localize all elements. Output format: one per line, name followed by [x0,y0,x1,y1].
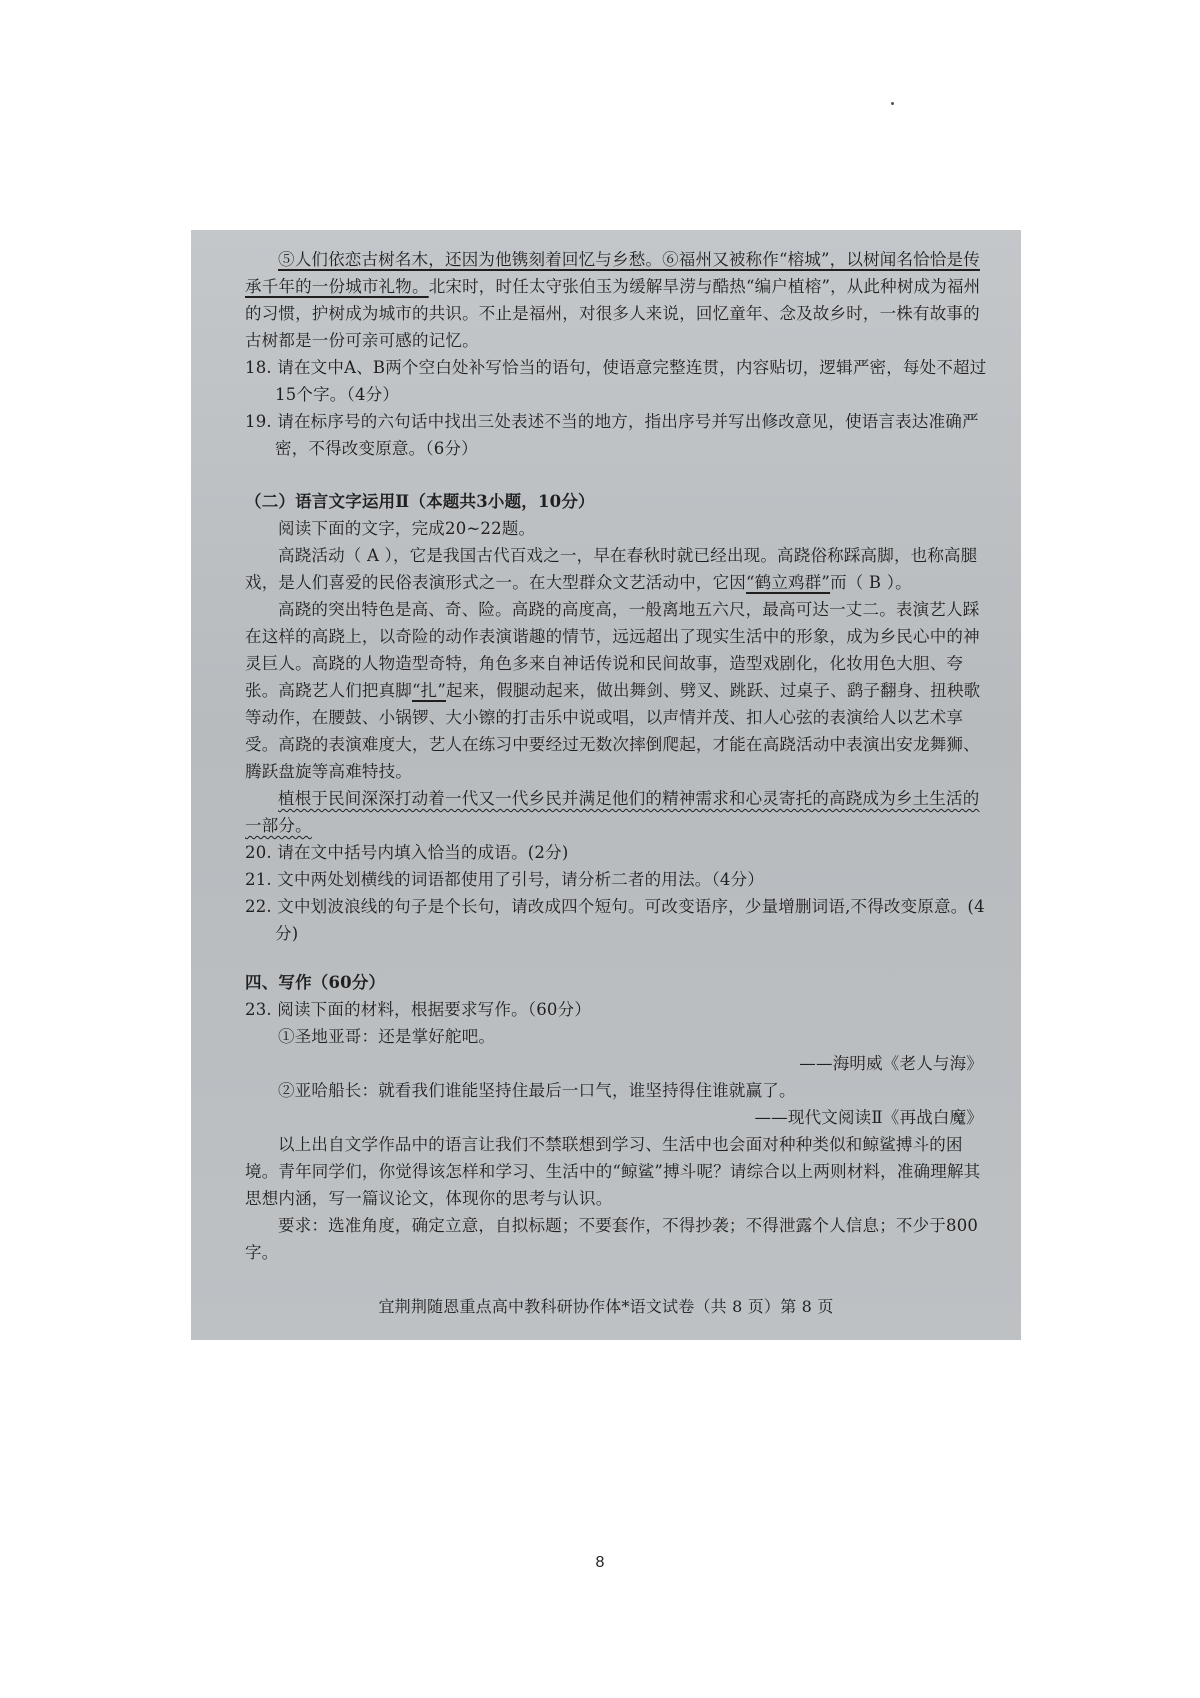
question-23: 23. 阅读下面的材料，根据要求写作。（60分） [245,1000,592,1019]
quote-2: ②亚哈船长：就看我们谁能坚持住最后一口气，谁坚持得住谁就赢了。 [278,1081,796,1100]
stilts-paragraph-1: 高跷活动（ A ），它是我国古代百戏之一，早在春秋时就已经出现。高跷俗称踩高脚，也称高腿戏，是人们喜爱的民俗表演形式之一。在大型群众文艺活动中，它因“鹤立鸡群”而（ B ）。 [245,546,978,592]
question-22: 22. 文中划波浪线的句子是个长句，请改成四个短句。可改变语序，少量增删词语,不得改变原意。(4分) [245,897,985,943]
quote-2-source: ——现代文阅读Ⅱ《再战白魔》 [754,1108,983,1127]
intro-paragraph [245,246,987,354]
stilts-paragraph-3 [245,785,987,839]
underlined-phrase-1: “鹤立鸡群” [746,573,831,592]
scan-speck [891,102,894,105]
scanned-exam-page [191,230,1021,1340]
exam-footer: 宜荆荆随恩重点高中教科研协作体*语文试卷（共 8 页）第 8 页 [378,1297,834,1316]
quote-1: ①圣地亚哥：还是掌好舵吧。 [278,1027,496,1046]
quote-1-source: ——海明威《老人与海》 [799,1054,983,1073]
section-2-title: （二）语言文字运用Ⅱ（本题共3小题，10分） [245,492,595,511]
question-20: 20. 请在文中括号内填入恰当的成语。(2分) [245,843,569,862]
underlined-phrase-2: “扎” [412,681,446,700]
essay-requirements: 要求：选准角度，确定立意，自拟标题；不要套作，不得抄袭；不得泄露个人信息；不少于800字。 [245,1216,979,1262]
question-18: 18. 请在文中A、B两个空白处补写恰当的语句，使语意完整连贯，内容贴切，逻辑严密，每处不超过15个字。（4分） [245,358,987,404]
section-4-title: 四、写作（60分） [245,973,386,992]
sentence-6: ⑥福州又被称作“榕城”，以树闻名恰恰是传承千年的一份城市礼物。 [245,250,980,296]
wavy-sentence: 植根于民间深深打动着一代又一代乡民并满足他们的精神需求和心灵寄托的高跷成为乡土生活的一部分。 [245,789,980,835]
page-number: 8 [595,1554,605,1571]
question-19: 19. 请在标序号的六句话中找出三处表述不当的地方，指出序号并写出修改意见，使语言表达准确严密，不得改变原意。（6分） [245,412,979,458]
question-21: 21. 文中两处划横线的词语都使用了引号，请分析二者的用法。（4分） [245,870,765,889]
sentence-5: ⑤人们依恋古树名木，还因为他镌刻着回忆与乡愁。 [278,250,663,269]
intro-rest: 北宋时，时任太守张伯玉为缓解旱涝与酷热“编户植榕”，从此种树成为福州的习惯，护树成为城市的共识。不止是福州，对很多人来说，回忆童年、念及故乡时，一株有故事的古树都是一份可亲可感的记忆。 [245,277,981,350]
essay-prompt: 以上出自文学作品中的语言让我们不禁联想到学习、生活中也会面对种种类似和鲸鲨搏斗的困境。青年同学们，你觉得该怎样和学习、生活中的“鲸鲨”搏斗呢？请综合以上两则材料，准确理解其思想内涵，写一篇议论文，体现你的思考与认识。 [245,1135,981,1208]
section-2-instruction: 阅读下面的文字，完成20~22题。 [278,519,536,538]
stilts-paragraph-2: 高跷的突出特色是高、奇、险。高跷的高度高，一般离地五六尺，最高可达一丈二。表演艺人踩在这样的高跷上，以奇险的动作表演谐趣的情节，远远超出了现实生活中的形象，成为乡民心中的神灵巨人。高跷的人物造型奇特，角色多来自神话传说和民间故事，造型戏剧化，化妆用色大胆、夸张。高跷艺人们把真脚“扎”起来，假腿动起来，做出舞剑、劈叉、跳跃、过桌子、鹞子翻身、扭秧歌等动作，在腰鼓、小锅锣、大小镲的打击乐中说或唱，以声情并茂、扣人心弦的表演给人以艺术享受。高跷的表演难度大，艺人在练习中要经过无数次摔倒爬起，才能在高跷活动中表演出安龙舞狮、腾跃盘旋等高难特技。 [245,600,981,781]
